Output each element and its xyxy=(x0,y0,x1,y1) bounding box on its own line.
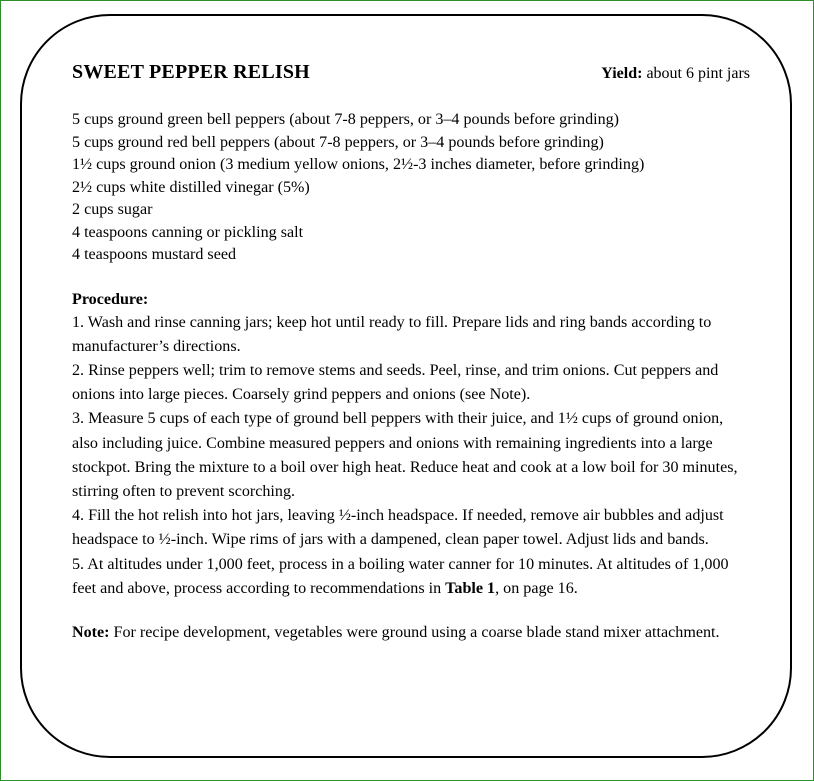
ingredient-item: 2 cups sugar xyxy=(72,201,153,218)
table-reference: Table 1 xyxy=(445,579,496,597)
recipe-content xyxy=(72,61,750,645)
ingredient-item: 5 cups ground red bell peppers (about 7-8 peppers, or 3–4 pounds before grinding) xyxy=(72,133,604,151)
note-text: For recipe development, vegetables were ground using a coarse blade stand mixer attachment. xyxy=(109,623,720,641)
ingredient-item: 5 cups ground green bell peppers (about 7-8 peppers, or 3–4 pounds before grinding) xyxy=(72,111,620,128)
procedure-step: 4. Fill the hot relish into hot jars, leaving ½-inch headspace. If needed, remove air bubbles and adjust headspace to ½-inch. Wipe rims of jars with a dampened, clean paper towel. Adjust lids and bands. xyxy=(72,507,724,549)
recipe-note xyxy=(72,621,744,645)
yield-value: about 6 pint jars xyxy=(642,65,750,82)
step5-tail: , on page 16. xyxy=(495,579,578,597)
ingredient-item: 4 teaspoons canning or pickling salt xyxy=(72,223,304,241)
ingredient-item: 1½ cups ground onion (3 medium yellow onions, 2½-3 inches diameter, before grinding) xyxy=(72,156,645,173)
procedure-step xyxy=(72,553,744,601)
ingredient-item: 4 teaspoons mustard seed xyxy=(72,246,237,263)
step5-text: 5. At altitudes under 1,000 feet, process in a boiling water canner for 10 minutes. At altitudes of 1,000 feet and above, process according to recommendations in xyxy=(72,555,729,597)
recipe-yield xyxy=(601,63,750,85)
recipe-title: SWEET PEPPER RELISH xyxy=(72,61,310,83)
note-label: Note: xyxy=(72,623,110,641)
recipe-header xyxy=(72,61,750,91)
ingredient-item: 2½ cups white distilled vinegar (5%) xyxy=(72,178,310,196)
procedure-step: 1. Wash and rinse canning jars; keep hot until ready to fill. Prepare lids and ring bands according to manufacturer’s directions. xyxy=(72,313,712,355)
yield-label: Yield: xyxy=(601,65,643,82)
procedure-step: 2. Rinse peppers well; trim to remove stems and seeds. Peel, rinse, and trim onions. Cut peppers and onions into large pieces. Coarsely grind peppers and onions (see Note). xyxy=(72,361,719,404)
procedure-step: 3. Measure 5 cups of each type of ground bell peppers with their juice, and 1½ cups of ground onion, also including juice. Combine measured peppers and onions with remaining ingredients into a large stockpot. Bring the mixture to a boil over high heat. Reduce heat and cook at a low boil for 30 minutes, stirring often to prevent scorching. xyxy=(72,410,738,500)
procedure-heading: Procedure: xyxy=(72,290,149,308)
ingredient-list xyxy=(72,109,744,267)
